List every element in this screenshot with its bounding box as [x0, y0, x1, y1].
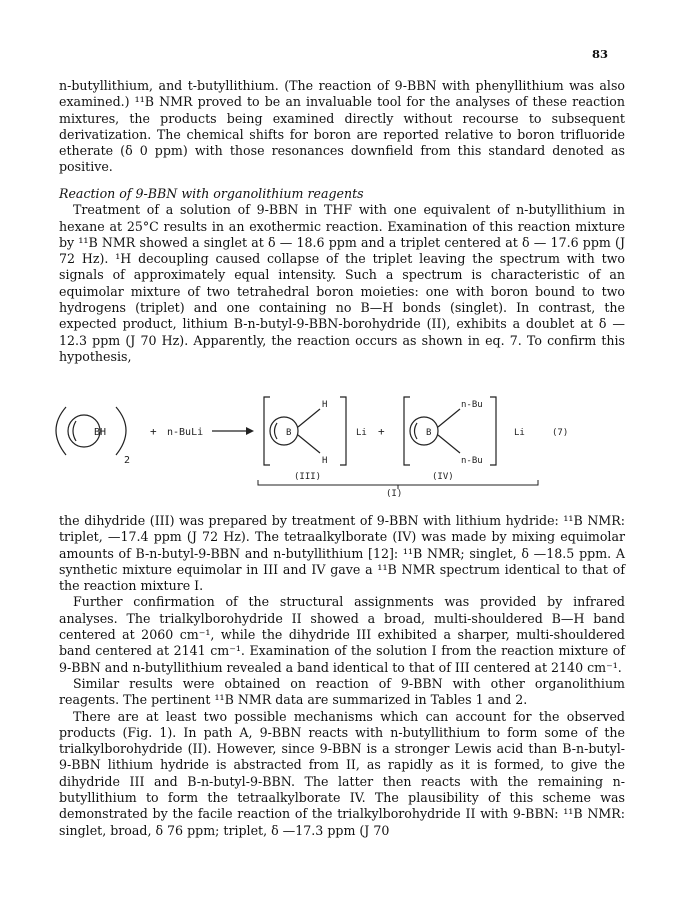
- reactant-bh-label: BH: [94, 427, 107, 438]
- reactant-9bbn-dimer: [56, 407, 126, 455]
- dihydride-iii-structure: [264, 397, 346, 465]
- n-butyl-top-label: n-Bu: [461, 400, 483, 410]
- equation-number: (7): [552, 428, 569, 438]
- reaction-scheme-eq7: [40, 383, 640, 498]
- reagent-label: n-BuLi: [167, 427, 204, 438]
- page-number: 83: [592, 47, 609, 61]
- label-iii: (III): [294, 472, 322, 482]
- paragraph-6: There are at least two possible mechanisms which can account for the observed products (Fig. 1). In path A, 9-BBN reacts with n-butyllithium to form some of the trialkylborohydride (II). However, since 9-BBN is a stronger Lewis acid than B-n-butyl-9-BBN lithium hydride is abstracted from II, as rapidly as it is formed, to give the dihydride III and B-n-butyl-9-BBN. The latter then reacts with the remaining n-butyllithium to form the tetraalkylborate IV. The plausibility of this scheme was demonstrated by the facile reaction of the trialkylborohydride II with 9-BBN: ¹¹B NMR: singlet, broad, δ 76 ppm; triplet, δ —17.3 ppm (J 70: [59, 708, 625, 838]
- lithium-label-iv: Li: [514, 428, 525, 438]
- label-iv: (IV): [432, 472, 454, 482]
- n-butyl-bottom-label: n-Bu: [461, 456, 483, 466]
- boron-label-iii: B: [286, 428, 292, 438]
- hydrogen-top-label: H: [322, 400, 328, 410]
- paragraph-1: n-butyllithium, and t-butyllithium. (The reaction of 9-BBN with phenyllithium was also examined.) ¹¹B NMR proved to be an invaluable tool for the analyses of these reaction mixtures, the products being examined directly without recourse to subsequent derivatization. The chemical shifts for boron are reported relative to boron trifluoride etherate (δ 0 ppm) with those resonances downfield from this standard denoted as positive.: [59, 78, 625, 175]
- section-heading: Reaction of 9-BBN with organolithium reagents: [59, 186, 364, 201]
- paragraph-5: Similar results were obtained on reaction of 9-BBN with other organolithium reagents. The pertinent ¹¹B NMR data are summarized in Tables 1 and 2.: [59, 675, 625, 708]
- plus-sign-1: +: [150, 425, 157, 438]
- section-block: [59, 186, 625, 365]
- label-i: (I): [386, 489, 403, 498]
- boron-label-iv: B: [426, 428, 432, 438]
- plus-sign-2: +: [378, 425, 385, 438]
- lithium-label-iii: Li: [356, 428, 367, 438]
- paragraph-4: Further confirmation of the structural assignments was provided by infrared analyses. The trialkylborohydride II showed a broad, multi-shouldered B—H band centered at 2060 cm⁻¹, while the dihydride III exhibited a sharper, multi-shouldered band centered at 2141 cm⁻¹. Examination of the solution I from the reaction mixture of 9-BBN and n-butyllithium revealed a band identical to that of III centered at 2140 cm⁻¹.: [59, 594, 625, 675]
- paragraph-3: the dihydride (III) was prepared by treatment of 9-BBN with lithium hydride: ¹¹B NMR: triplet, —17.4 ppm (J 72 Hz). The tetraalkylborate (IV) was made by mixing equimolar amounts of B-n-butyl-9-BBN and n-butyllithium [12]: ¹¹B NMR; singlet, δ —18.5 ppm. A synthetic mixture equimolar in III and IV gave a ¹¹B NMR spectrum identical to that of the reaction mixture I.: [59, 513, 625, 594]
- hydrogen-bottom-label: H: [322, 456, 328, 466]
- intro-text-block: [59, 78, 625, 176]
- reaction-arrow: [212, 427, 254, 435]
- continuation-text-block: [59, 513, 625, 839]
- dimer-subscript: 2: [124, 455, 131, 466]
- paragraph-2: Treatment of a solution of 9-BBN in THF with one equivalent of n-butyllithium in hexane at 25°C results in an exothermic reaction. Examination of this reaction mixture by ¹¹B NMR showed a singlet at δ — 18.6 ppm and a triplet centered at δ — 17.6 ppm (J 72 Hz). ¹H decoupling caused collapse of the triplet leaving the spectrum with two signals of approximately equal intensity. Such a spectrum is characteristic of an equimolar mixture of two tetrahedral boron moieties: one with boron bound to two hydrogens (triplet) and one containing no B—H bonds (singlet). In contrast, the expected product, lithium B-n-butyl-9-BBN-borohydride (II), exhibits a doublet at δ — 12.3 ppm (J 70 Hz). Apparently, the reaction occurs as shown in eq. 7. To confirm this hypothesis,: [59, 202, 625, 364]
